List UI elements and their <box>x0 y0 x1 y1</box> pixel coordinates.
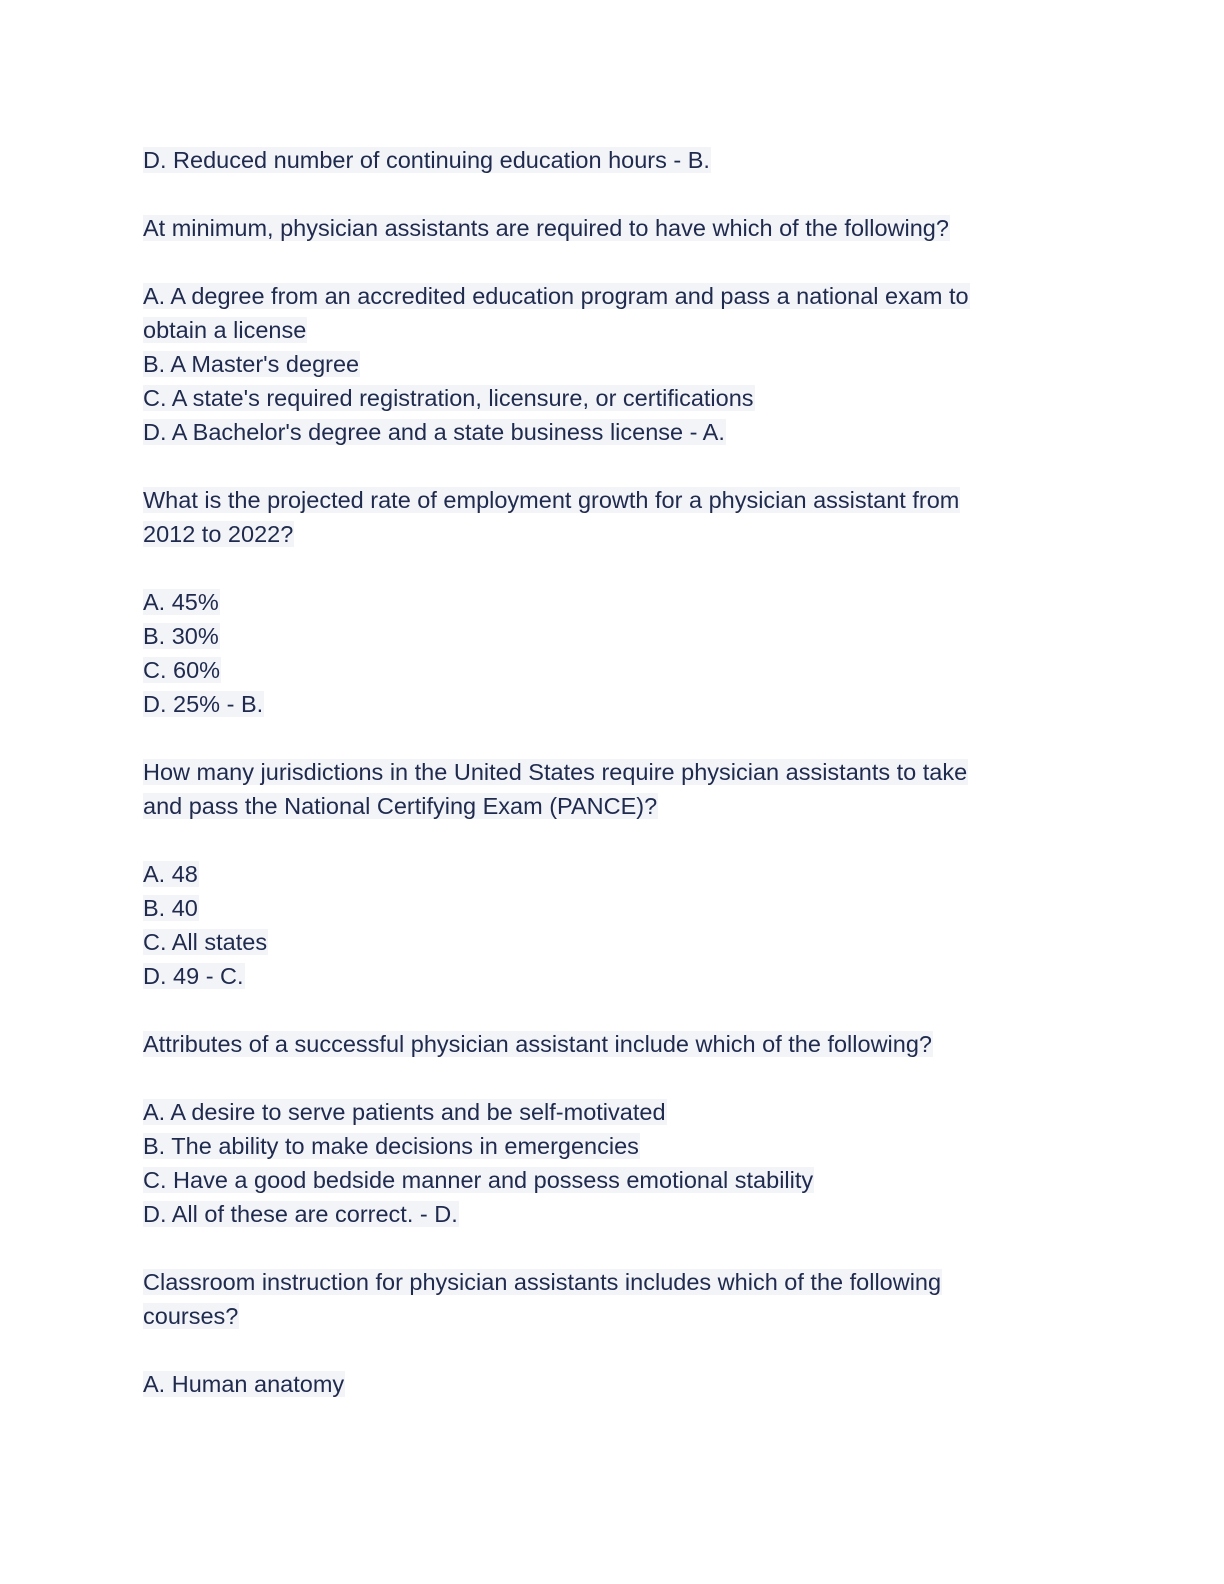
blank-line <box>143 1333 1073 1367</box>
question-text: 2012 to 2022? <box>143 521 294 547</box>
answer-option: A. Human anatomy <box>143 1371 345 1397</box>
blank-line <box>143 177 1073 211</box>
blank-line <box>143 721 1073 755</box>
answer-option: B. A Master's degree <box>143 351 360 377</box>
blank-line <box>143 449 1073 483</box>
answer-option: A. 48 <box>143 861 198 887</box>
answer-option: D. All of these are correct. - D. <box>143 1201 458 1227</box>
answer-option: B. The ability to make decisions in emergencies <box>143 1133 639 1159</box>
question-text: How many jurisdictions in the United States require physician assistants to take <box>143 759 968 785</box>
answer-option: B. 30% <box>143 623 219 649</box>
question-text: What is the projected rate of employment growth for a physician assistant from <box>143 487 960 513</box>
answer-option: A. A degree from an accredited education program and pass a national exam to <box>143 283 969 309</box>
answer-option: obtain a license <box>143 317 307 343</box>
question-text: and pass the National Certifying Exam (PANCE)? <box>143 793 658 819</box>
answer-option: A. 45% <box>143 589 219 615</box>
answer-option: C. All states <box>143 929 268 955</box>
answer-option: D. A Bachelor's degree and a state business license - A. <box>143 419 725 445</box>
text-line: D. Reduced number of continuing education hours - B. <box>143 147 710 173</box>
blank-line <box>143 551 1073 585</box>
answer-option: B. 40 <box>143 895 198 921</box>
answer-option: C. A state's required registration, licensure, or certifications <box>143 385 754 411</box>
blank-line <box>143 823 1073 857</box>
answer-option: C. 60% <box>143 657 221 683</box>
question-text: Classroom instruction for physician assistants includes which of the following <box>143 1269 942 1295</box>
blank-line <box>143 1061 1073 1095</box>
question-text: At minimum, physician assistants are required to have which of the following? <box>143 215 949 241</box>
blank-line <box>143 993 1073 1027</box>
blank-line <box>143 1231 1073 1265</box>
document-body <box>143 143 1073 1401</box>
answer-option: A. A desire to serve patients and be self-motivated <box>143 1099 666 1125</box>
answer-option: C. Have a good bedside manner and possess emotional stability <box>143 1167 814 1193</box>
answer-option: D. 49 - C. <box>143 963 244 989</box>
question-text: courses? <box>143 1303 239 1329</box>
blank-line <box>143 245 1073 279</box>
answer-option: D. 25% - B. <box>143 691 264 717</box>
question-text: Attributes of a successful physician assistant include which of the following? <box>143 1031 932 1057</box>
